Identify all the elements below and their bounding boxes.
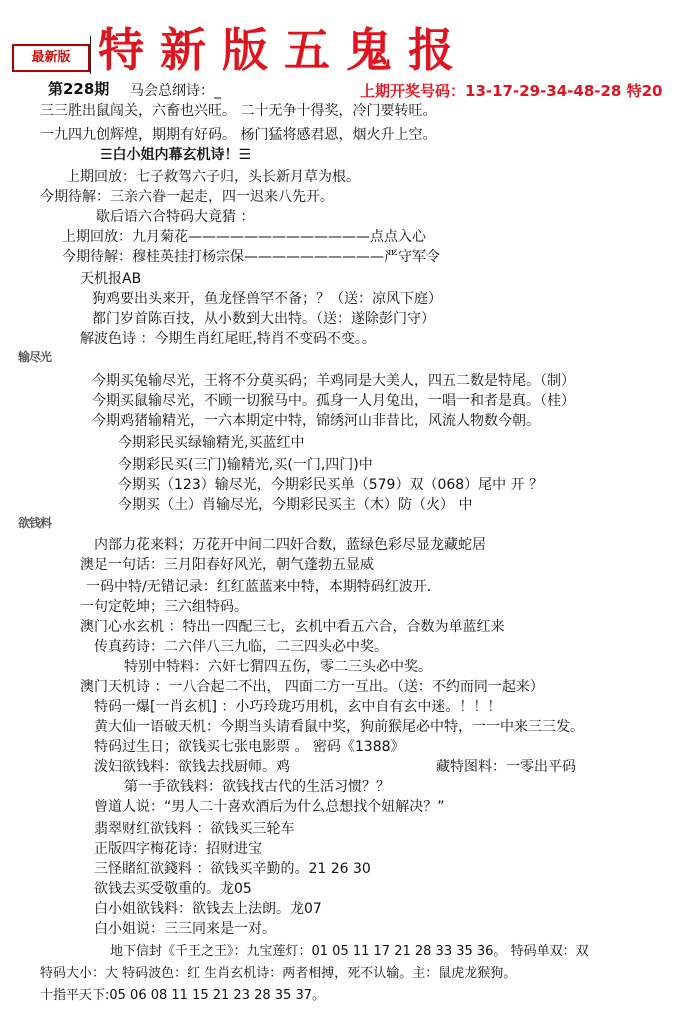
text-line: 第一手欲钱料：欲钱找古代的生活习惯？？ [124,779,390,795]
text-line: 今期买（123）输尽光，今期彩民买单（579）双（068）尾中 开 ？ [118,477,544,493]
text-line: 藏特图料：一零出平码 [436,759,576,775]
text-line: 特码一爆[一肖玄机] ：小巧玲珑巧用机，玄中自有玄中迷。！！！ [94,699,502,715]
text-line: 黄大仙一语破天机：今期当头请看鼠中奖，狗前猴尾必中特，一一中来三三发。 [94,719,584,735]
text-line: 今期彩民买(三门)输精光,买(一门,四门)中 [118,457,373,473]
section-heading: 歇后语六合特码大竟猜 ： [96,209,255,225]
text-line: 十指平天下:05 06 08 11 15 21 23 28 35 37。 [40,988,325,1003]
text-line: 今期鸡猪输精光，一六本期定中特，锦绣河山非昔比，风流人物数今朝。 [92,413,540,429]
page-title: 特新版五鬼报 [98,23,470,77]
text-line: 白小姐说：三三同来是一对。 [94,921,276,937]
text-line: 今期彩民买绿输精光,买蓝红中 [118,435,305,451]
text-line: 特码大小：大 特码波色：红 生肖玄机诗：两者相搏，死不认输。主：鼠虎龙猴狗。 [40,966,517,981]
text-line: 白小姐欲钱料：欲钱去上法朗。龙07 [94,901,322,917]
text-line: 今期待解：三亲六眷一起走，四一迟来八先开。 [40,189,334,205]
text-line: 翡翠财红欲钱料 ：欲钱买三轮车 [94,821,295,837]
text-line: 狗鸡要出头来开，鱼龙怪兽罕不备；？（送：凉风下庭） [92,291,442,307]
text-line: 三怪賭紅欲錢料 ：欲钱买辛勤的。21 26 30 [94,861,371,877]
text-line: 澳门天机诗 ：一八合起二不出， 四面二方一互出。（送：不约而同一起来） [80,679,544,695]
issue-number: 第228期 [48,80,110,98]
text-line: 三三胜出鼠闯关，六畜也兴旺。 二十无争十得奖，冷门要转旺。 [40,103,437,119]
text-line: 正版四字梅花诗：招财进宝 [94,841,262,857]
text-line: 地下信封《千王之王》：九宝莲灯：01 05 11 17 21 28 33 35 36。 特码单双：双 [110,944,589,959]
section-label: 欲钱料 [18,516,52,530]
text-line: 上期回放：九月菊花—————————————点点入心 [62,229,426,245]
section-label: 输尽光 [18,350,52,364]
text-line: 欲钱去买受敬重的。龙05 [94,881,252,897]
text-line: 一九四九创辉煌，期期有好码。 杨门猛将感君恩，烟火升上空。 [40,127,437,143]
text-line: 解波色诗 ：今期生肖红尾旺,特肖不变码不变。。 [80,331,376,347]
text-line: 澳足一句话：三月阳春好风光，朝气蓬勃五显威 [80,557,374,573]
text-line: 都门岁首陈百技，从小数到大出特。（送：遂除彭门守） [92,311,435,327]
text-line: 泼妇欲钱料：欲钱去找厨师。鸡 [94,759,290,775]
text-line: 内部力花来料；万花开中间二四奸合数，蓝绿色彩尽显龙藏蛇居 [94,537,486,553]
title-divider [90,36,91,74]
text-line: 今期买（土）肖输尽光，今期彩民买主（木）防（火） 中 [118,497,473,513]
poem-heading: 马会总纲诗：_ [130,83,221,99]
text-line: 一码中特/无错记录：红红蓝蓝来中特，本期特码红波开. [86,579,432,595]
text-line: 澳门心水玄机 ：特出一四配三七，玄机中看五六合，合数为单蓝红来 [80,619,505,635]
section-heading: 天机报AB [80,271,142,287]
text-line: 特码过生日；欲钱买七张电影票 。 密码《1388》 [94,739,405,755]
edition-badge: 最新版 [12,44,90,72]
text-line: 传真药诗：二六伴八三九临，二三四头必中奖。 [94,639,388,655]
text-line: 今期待解：穆桂英挂打杨宗保——————————严守军令 [62,249,440,265]
text-line: 一句定乾坤；三六组特码。 [80,599,248,615]
text-line: 曾道人说：“男人二十喜欢酒后为什么总想找个妞解决？” [94,799,445,815]
last-draw-numbers: 上期开奖号码：13-17-29-34-48-28 特20 [360,82,663,100]
section-heading: ☰白小姐内幕玄机诗！☰ [100,147,252,163]
text-line: 今期买兔输尽光，王将不分莫买码；羊鸡同是大美人，四五二数是特尾。（制） [92,373,575,389]
text-line: 今期买鼠输尽光，不顾一切猴马中。孤身一人月兔出，一唱一和者是真。（桂） [92,393,575,409]
text-line: 上期回放：七子救驾六子归，头长新月草为根。 [66,169,360,185]
text-line: 特别中特料：六奸七猬四五伤，零二三头必中奖。 [124,659,432,675]
